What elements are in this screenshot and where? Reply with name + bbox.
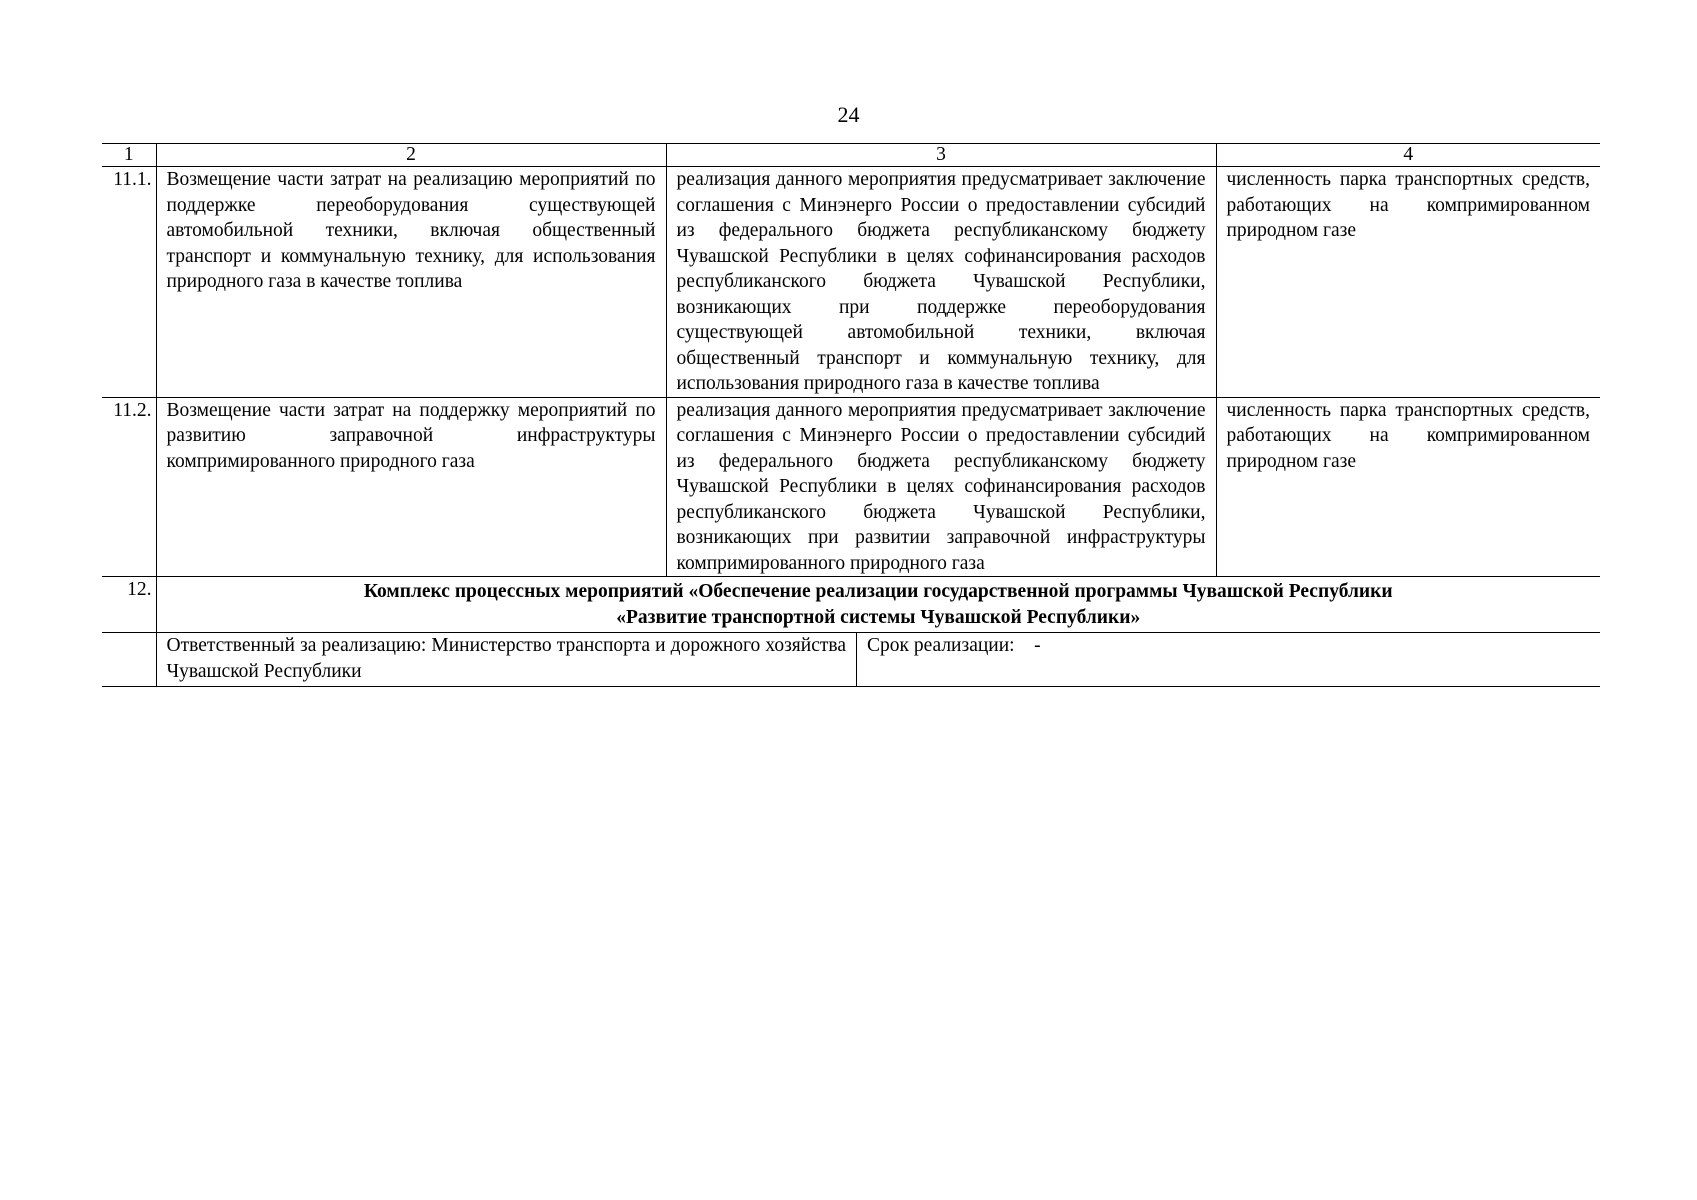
measure-mechanism: реализация данного мероприятия предусматривает заключение соглашения с Минэнерго России о предоставлении субсидий из федерального бюджета республиканскому бюджету Чувашской Республики в целях софинансирования расходов республиканского бюджета Чувашской Республики, возникающих при развитии заправочной инфраструктуры компримированного природного газа bbox=[666, 397, 1216, 577]
measure-mechanism: реализация данного мероприятия предусматривает заключение соглашения с Минэнерго России о предоставлении субсидий из федерального бюджета республиканскому бюджету Чувашской Республики в целях софинансирования расходов республиканского бюджета Чувашской Республики, возникающих при поддержке переоборудования существующей автомобильной техники, включая общественный транспорт и коммунальную технику, для использования природного газа в качестве топлива bbox=[666, 167, 1216, 398]
header-cell-2: 2 bbox=[156, 144, 666, 167]
measure-description: Возмещение части затрат на поддержку мероприятий по развитию заправочной инфраструктуры компримированного природного газа bbox=[156, 397, 666, 577]
header-cell-1: 1 bbox=[102, 144, 156, 167]
measures-table bbox=[102, 143, 1600, 687]
section-title bbox=[156, 577, 1600, 633]
measure-description: Возмещение части затрат на реализацию мероприятий по поддержке переоборудования существующей автомобильной техники, включая общественный транспорт и коммунальную технику, для использования природного газа в качестве топлива bbox=[156, 167, 666, 398]
page-number: 24 bbox=[837, 102, 860, 127]
section-title-line-1: Комплекс процессных мероприятий «Обеспечение реализации государственной программы Чувашской Республики bbox=[363, 581, 1393, 602]
table-row bbox=[102, 397, 1600, 577]
responsible-term-cell bbox=[156, 633, 1600, 687]
section-number: 12. bbox=[102, 577, 156, 633]
measure-indicator: численность парка транспортных средств, работающих на компримированном природном газе bbox=[1216, 167, 1600, 398]
row-number: 11.2. bbox=[102, 397, 156, 577]
section-title-row bbox=[102, 577, 1600, 633]
measure-indicator: численность парка транспортных средств, работающих на компримированном природном газе bbox=[1216, 397, 1600, 577]
section-title-line-2: «Развитие транспортной системы Чувашской Республики» bbox=[616, 606, 1141, 628]
table-header-row bbox=[102, 144, 1600, 167]
table-row bbox=[102, 167, 1600, 398]
row-number: 11.1. bbox=[102, 167, 156, 398]
section-responsible-row bbox=[102, 633, 1600, 687]
empty-number-cell bbox=[102, 633, 156, 687]
header-cell-4: 4 bbox=[1216, 144, 1600, 167]
responsible-executor: Ответственный за реализацию: Министерство транспорта и дорожного хозяйства Чувашской Республики bbox=[166, 635, 846, 682]
implementation-term: Срок реализации: - bbox=[857, 633, 1601, 686]
responsible-term-table bbox=[157, 633, 1601, 686]
header-cell-3: 3 bbox=[666, 144, 1216, 167]
